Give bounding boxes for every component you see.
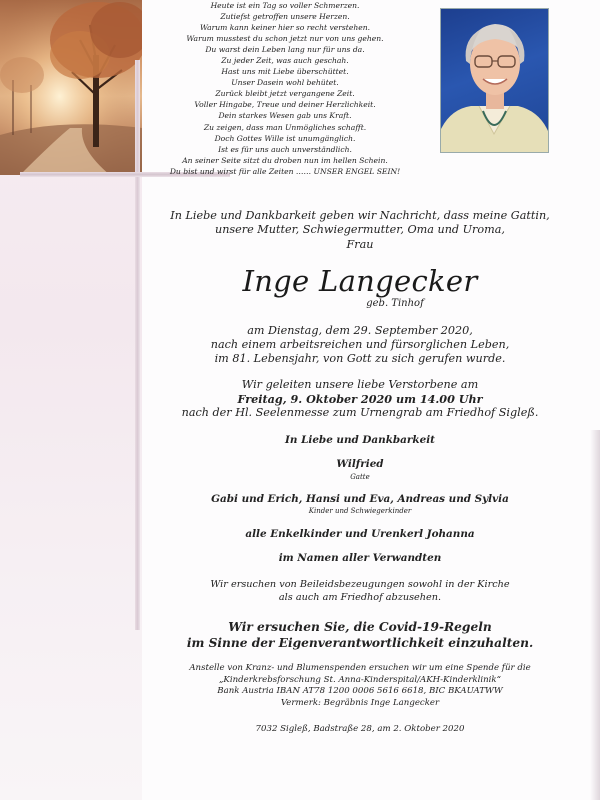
donation-reference: Vermerk: Begräbnis Inge Langecker <box>280 697 440 708</box>
poem-line: Heute ist ein Tag so voller Schmerzen. <box>210 1 360 10</box>
portrait-illustration <box>441 9 548 152</box>
maiden-name: geb. Tinhof <box>366 297 424 309</box>
poem-line: Zutiefst getroffen unsere Herzen. <box>220 12 350 22</box>
poem-line: An seiner Seite sitzt du droben nun im hellen Schein. <box>182 155 388 165</box>
poem-line: Ist es für uns auch unverständlich. <box>218 144 352 154</box>
donation-charity: „Kinderkrebsforschung St. Anna-Kinderspital/AKH-Kinderklinik“ <box>218 674 502 685</box>
autumn-landscape-image <box>0 0 142 175</box>
poem-line: Hast uns mit Liebe überschüttet. <box>221 67 349 77</box>
poem-line: Warum musstest du schon jetzt nur von uns gehen. <box>186 34 384 44</box>
cross-vertical-beam <box>135 60 140 630</box>
obituary-body <box>150 209 570 736</box>
poem-line: Du bist und wirst für alle Zeiten …… UNSER ENGEL SEIN! <box>169 166 401 176</box>
poem-line: Voller Hingabe, Treue und deiner Herzlichkeit. <box>194 100 376 110</box>
poem-line: Zurück bleibt jetzt vergangene Zeit. <box>215 89 355 99</box>
condolence-line: als auch am Friedhof abzusehen. <box>278 591 442 603</box>
children-role: Kinder und Schwiegerkinder <box>308 507 412 516</box>
footer-address-date: 7032 Sigleß, Badstraße 28, am 2. Oktober 2020 <box>255 724 465 735</box>
poem-line: Doch Gottes Wille ist unumgänglich. <box>214 133 356 143</box>
donation-bank: Bank Austria IBAN AT78 1200 0006 5616 6618, BIC BKAUATWW <box>217 686 503 697</box>
children-names: Gabi und Erich, Hansi und Eva, Andreas und Sylvia <box>211 492 509 505</box>
landscape-illustration <box>0 0 142 175</box>
covid-notice-line: im Sinne der Eigenverantwortlichkeit einzuhalten. <box>186 635 534 650</box>
portrait-photo <box>440 8 549 153</box>
spouse-name: Wilfried <box>336 458 384 471</box>
condolence-line: Wir ersuchen von Beileidsbezeugungen sowohl in der Kirche <box>210 579 510 591</box>
poem-line: Du warst dein Leben lang nur für uns da. <box>205 45 365 55</box>
funeral-intro: Wir geleiten unsere liebe Verstorbene am <box>241 377 479 391</box>
death-line: nach einem arbeitsreichen und fürsorglichen Leben, <box>210 338 510 352</box>
poem-line: Warum kann keiner hier so recht verstehen. <box>199 23 371 33</box>
deceased-name: Inge Langecker <box>242 263 478 298</box>
page-edge-shadow <box>590 430 600 800</box>
memorial-poem <box>150 0 420 177</box>
funeral-location: nach der Hl. Seelenmesse zum Urnengrab am Friedhof Sigleß. <box>181 406 539 420</box>
poem-line: Unser Dasein wohl behütet. <box>231 78 339 88</box>
relatives-line: im Namen aller Verwandten <box>278 551 442 564</box>
covid-notice-line: Wir ersuchen Sie, die Covid-19-Regeln <box>228 619 492 634</box>
intro-line: unsere Mutter, Schwiegermutter, Oma und Uroma, <box>215 223 505 237</box>
grandchildren-names: alle Enkelkinder und Urenkerl Johanna <box>245 528 475 541</box>
poem-line: Zu zeigen, dass man Unmögliches schafft. <box>203 122 367 132</box>
poem-line: Dein starkes Wesen gab uns Kraft. <box>218 111 352 121</box>
intro-line: Frau <box>346 237 374 251</box>
death-line: am Dienstag, dem 29. September 2020, <box>247 323 473 337</box>
donation-line: Anstelle von Kranz- und Blumenspenden ersuchen wir um eine Spende für die <box>189 662 531 673</box>
intro-line: In Liebe und Dankbarkeit geben wir Nachricht, dass meine Gattin, <box>170 209 550 222</box>
mourners-heading: In Liebe und Dankbarkeit <box>285 433 435 446</box>
death-line: im 81. Lebensjahr, von Gott zu sich gerufen wurde. <box>214 352 506 366</box>
funeral-date: Freitag, 9. Oktober 2020 um 14.00 Uhr <box>237 392 483 407</box>
poem-line: Zu jeder Zeit, was auch geschah. <box>221 56 349 66</box>
spouse-role: Gatte <box>350 472 370 481</box>
